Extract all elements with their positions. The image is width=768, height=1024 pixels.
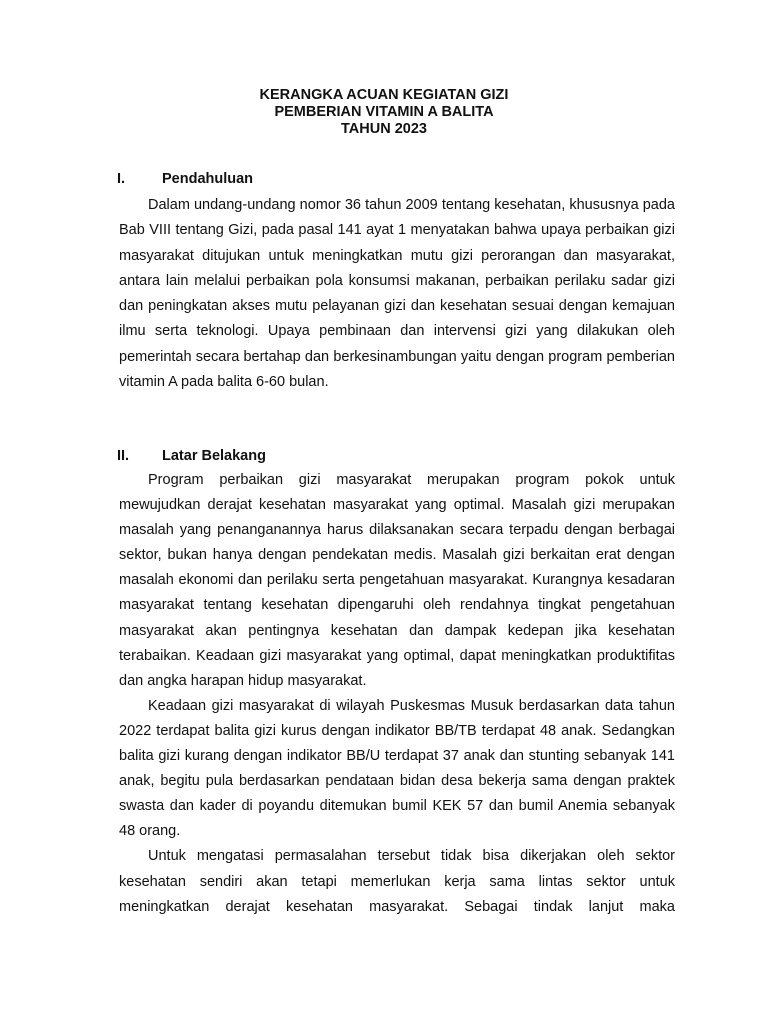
section-number: II. bbox=[117, 448, 130, 464]
section-title: Latar Belakang bbox=[162, 448, 266, 464]
section-heading-pendahuluan bbox=[117, 171, 253, 188]
title-line-3: TAHUN 2023 bbox=[341, 121, 427, 137]
paragraph: Dalam undang-undang nomor 36 tahun 2009 tentang kesehatan, khususnya pada Bab VIII tentang Gizi, pada pasal 141 ayat 1 menyatakan bahwa upaya perbaikan gizi masyarakat ditujukan untuk meningkatkan mutu gizi perorangan dan masyarakat, antara lain melalui perbaikan pola konsumsi makanan, perbaikan perilaku sadar gizi dan peningkatan akses mutu pelayanan gizi dan kesehatan sesuai dengan kemajuan ilmu serta teknologi. Upaya pembinaan dan intervensi gizi yang dilakukan oleh pemerintah secara bertahap dan berkesinambungan yaitu dengan program pemberian vitamin A pada balita 6-60 bulan. bbox=[119, 197, 675, 391]
title-line-2: PEMBERIAN VITAMIN A BALITA bbox=[274, 104, 494, 120]
paragraph: Untuk mengatasi permasalahan tersebut tidak bisa dikerjakan oleh sektor kesehatan sendiri akan tetapi memerlukan kerja sama lintas sektor untuk meningkatkan derajat kesehatan masyarakat. Sebagai tindak lanjut maka bbox=[119, 848, 675, 915]
section-number: I. bbox=[117, 171, 126, 187]
title-line-1: KERANGKA ACUAN KEGIATAN GIZI bbox=[259, 87, 509, 103]
section-body-latar-belakang bbox=[119, 468, 675, 920]
section-title: Pendahuluan bbox=[162, 171, 254, 187]
section-body-pendahuluan bbox=[119, 193, 675, 395]
section-heading-latar-belakang bbox=[117, 448, 266, 465]
document-title bbox=[0, 87, 768, 138]
paragraph: Program perbaikan gizi masyarakat merupakan program pokok untuk mewujudkan derajat kesehatan masyarakat yang optimal. Masalah gizi merupakan masalah yang penanganannya harus dilaksanakan secara terpadu dengan berbagai sektor, bukan hanya dengan pendekatan medis. Masalah gizi berkaitan erat dengan masalah ekonomi dan perilaku serta pengetahuan masyarakat. Kurangnya kesadaran masyarakat tentang kesehatan dipengaruhi oleh rendahnya tingkat pengetahuan masyarakat akan pentingnya kesehatan dan dampak kedepan jika kesehatan terabaikan. Keadaan gizi masyarakat yang optimal, dapat meningkatkan produktifitas dan angka harapan hidup masyarakat. bbox=[119, 472, 675, 689]
paragraph: Keadaan gizi masyarakat di wilayah Puskesmas Musuk berdasarkan data tahun 2022 terdapat balita gizi kurus dengan indikator BB/TB terdapat 48 anak. Sedangkan balita gizi kurang dengan indikator BB/U terdapat 37 anak dan stunting sebanyak 141 anak, begitu pula berdasarkan pendataan bidan desa bekerja sama dengan praktek swasta dan kader di poyandu ditemukan bumil KEK 57 dan bumil Anemia sebanyak 48 orang. bbox=[119, 697, 675, 840]
